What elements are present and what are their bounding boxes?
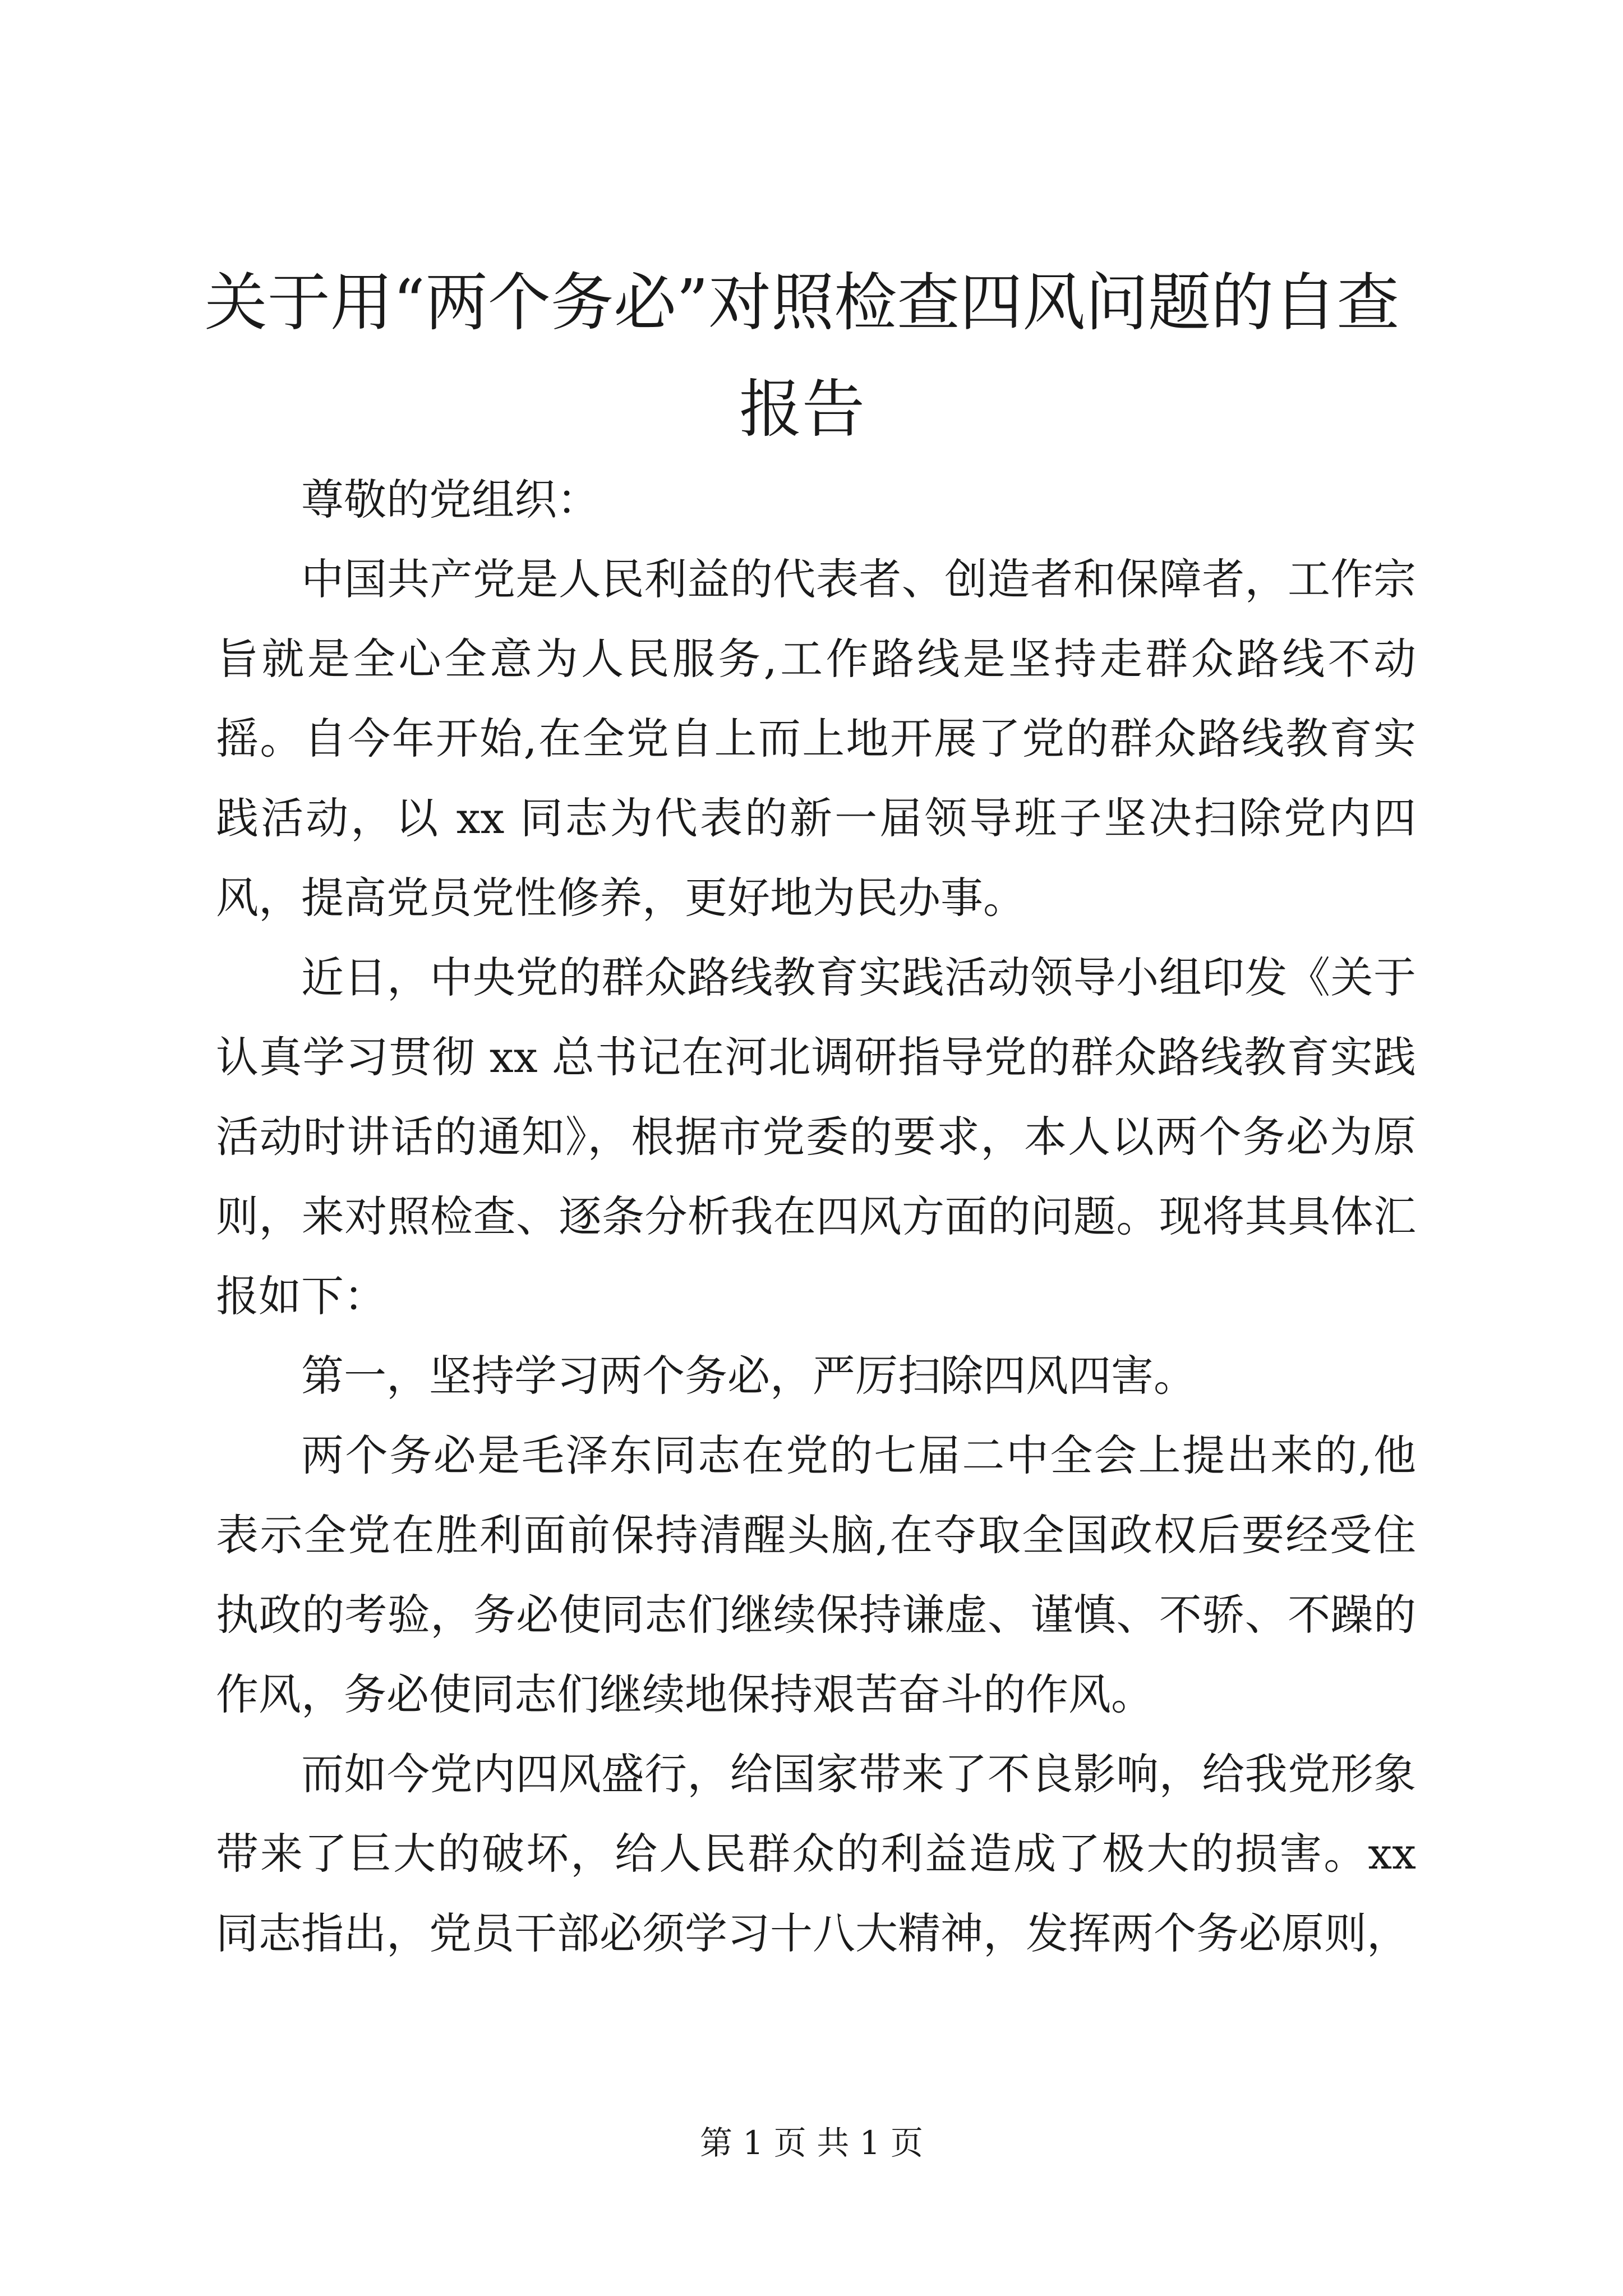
page-footer: 第 1 页 共 1 页 [700,2124,923,2162]
body-paragraph: 两个务必是毛泽东同志在党的七届二中全会上提出来的,他表示全党在胜利面前保持清醒头脑,在夺取全国政权后要经受住执政的考验，务必使同志们继续保持谦虚、谨慎、不骄、不躁的作风，务必使同志们继续地保持艰苦奋斗的作风。 [216,1430,1416,1719]
document-title [168,250,1436,463]
body-paragraph: 近日，中央党的群众路线教育实践活动领导小组印发《关于认真学习贯彻 xx 总书记在河北调研指导党的群众路线教育实践活动时讲话的通知》，根据市党委的要求，本人以两个务必为原则，来对照检查、逐条分析我在四风方面的问题。现将其具体汇报如下： [216,953,1416,1321]
title-line-2: 报告 [739,373,865,446]
document-body [216,460,1416,1973]
body-paragraph: 而如今党内四风盛行，给国家带来了不良影响，给我党形象带来了巨大的破坏，给人民群众的利益造成了极大的损害。xx 同志指出，党员干部必须学习十八大精神，发挥两个务必原则， [216,1749,1416,1958]
section-heading: 第一，坚持学习两个务必，严厉扫除四风四害。 [301,1351,1196,1401]
body-paragraph: 中国共产党是人民利益的代表者、创造者和保障者，工作宗旨就是全心全意为人民服务,工作路线是坚持走群众路线不动摇。自今年开始,在全党自上而上地开展了党的群众路线教育实践活动，以 xx 同志为代表的新一届领导班子坚决扫除党内四风，提高党员党性修养，更好地为民办事。 [216,554,1416,923]
title-line-1: 关于用“两个务必”对照检查四风问题的自查 [204,266,1400,339]
salutation: 尊敬的党组织： [301,475,600,524]
